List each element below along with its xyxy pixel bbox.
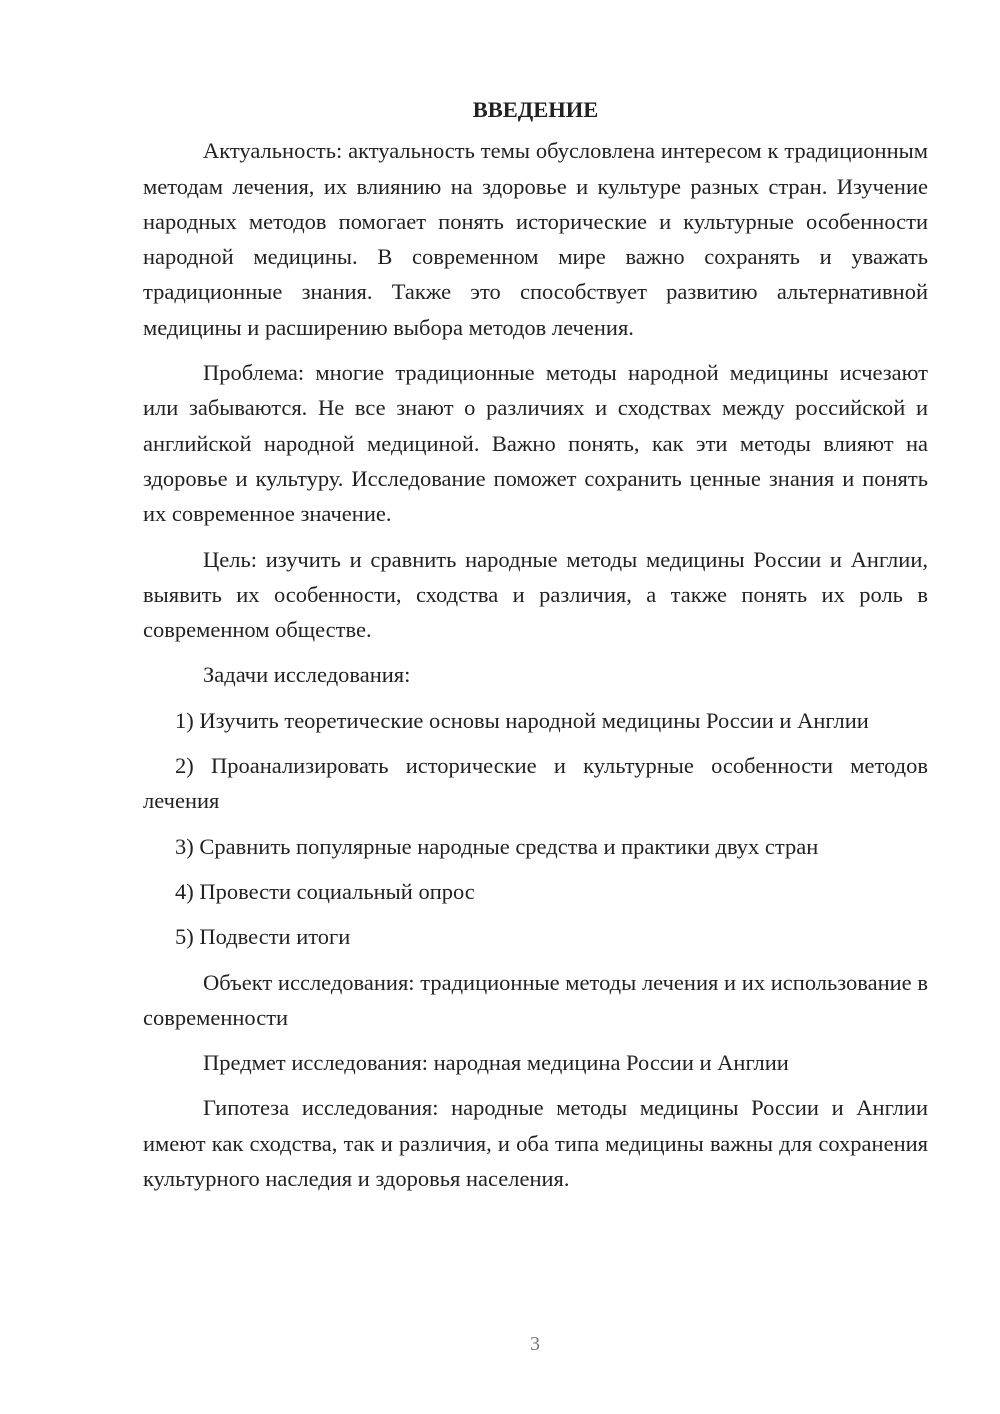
problem-paragraph: Проблема: многие традиционные методы народной медицины исчезают или забываются. Не все знают о различиях и сходствах между российской и английской народной медициной. Важно понять, как эти методы влияют на здоровье и культуру. Исследование поможет сохранить ценные знания и понять их современное значение. — [143, 360, 928, 527]
task-item: 4) Провести социальный опрос — [175, 878, 475, 904]
goal-paragraph: Цель: изучить и сравнить народные методы медицины России и Англии, выявить их особенности, сходства и различия, а также понять их роль в современном обществе. — [143, 546, 928, 643]
object-paragraph: Объект исследования: традиционные методы лечения и их использование в современности — [143, 969, 928, 1030]
subject-paragraph: Предмет исследования: народная медицина России и Англии — [203, 1050, 789, 1076]
task-item: 1) Изучить теоретические основы народной медицины России и Англии — [175, 707, 869, 733]
tasks-list — [143, 703, 928, 955]
page-title: ВВЕДЕНИЕ — [472, 97, 599, 122]
page-content — [143, 92, 928, 1206]
page-number: 3 — [530, 1333, 540, 1355]
tasks-heading: Задачи исследования: — [203, 662, 411, 688]
hypothesis-paragraph: Гипотеза исследования: народные методы медицины России и Англии имеют как сходства, так и различия, и оба типа медицины важны для сохранения культурного наследия и здоровья населения. — [143, 1095, 928, 1192]
relevance-paragraph: Актуальность: актуальность темы обусловлена интересом к традиционным методам лечения, их влиянию на здоровье и культуре разных стран. Изучение народных методов помогает понять исторические и культурные особенности народной медицины. В современном мире важно сохранять и уважать традиционные знания. Также это способствует развитию альтернативной медицины и расширению выбора методов лечения. — [143, 138, 928, 340]
task-item: 3) Сравнить популярные народные средства и практики двух стран — [175, 833, 819, 859]
task-item: 5) Подвести итоги — [175, 924, 351, 950]
task-item: 2) Проанализировать исторические и культурные особенности методов лечения — [143, 753, 928, 814]
